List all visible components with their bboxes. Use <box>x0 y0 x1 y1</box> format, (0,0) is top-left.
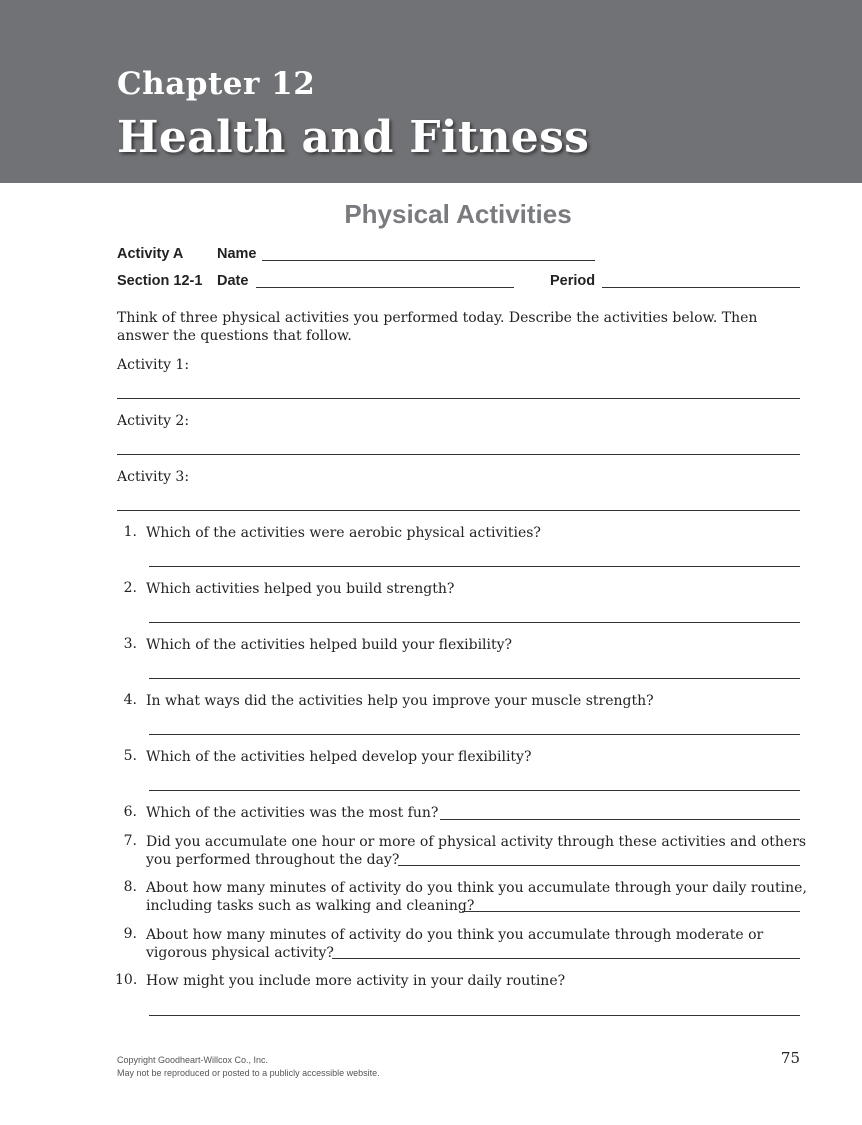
answer-line[interactable] <box>462 911 800 912</box>
question-text: In what ways did the activities help you improve your muscle strength? <box>146 693 654 709</box>
question-text: About how many minutes of activity do you think you accumulate through moderate or <box>146 927 764 943</box>
question-text: How might you include more activity in your daily routine? <box>146 973 566 989</box>
chapter-number: Chapter 12 <box>117 66 316 102</box>
question-text: Which of the activities helped build your flexibility? <box>146 637 513 653</box>
instructions: Think of three physical activities you performed today. Describe the activities below. Then answer the questions that follow. <box>117 310 758 344</box>
question-number: 3. <box>123 636 137 652</box>
page-number: 75 <box>780 1049 800 1067</box>
copyright-notice: Copyright Goodheart-Willcox Co., Inc. <box>117 1055 269 1065</box>
answer-line[interactable] <box>149 566 800 567</box>
question-text: Did you accumulate one hour or more of physical activity through these activities and others <box>146 834 807 850</box>
answer-line[interactable] <box>149 734 800 735</box>
date-field[interactable] <box>256 287 514 288</box>
period-label: Period <box>550 273 596 289</box>
question-text-continued: including tasks such as walking and cleaning? <box>146 898 475 914</box>
question-number: 8. <box>123 879 137 895</box>
question-text-continued: vigorous physical activity? <box>146 945 334 961</box>
activity-3-answer-line[interactable] <box>117 510 800 511</box>
question-number: 1. <box>123 524 137 540</box>
activity-2-label: Activity 2: <box>117 413 190 429</box>
question-text-continued: you performed throughout the day? <box>146 852 400 868</box>
activity-label: Activity A <box>117 246 184 262</box>
question-text: Which of the activities helped develop your flexibility? <box>146 749 532 765</box>
answer-line[interactable] <box>149 622 800 623</box>
name-label: Name <box>217 246 257 262</box>
worksheet-title: Physical Activities <box>344 199 572 229</box>
activity-3-label: Activity 3: <box>117 469 190 485</box>
question-text: Which of the activities was the most fun? <box>146 805 439 821</box>
name-field[interactable] <box>262 260 595 261</box>
answer-line[interactable] <box>149 678 800 679</box>
activity-1-answer-line[interactable] <box>117 398 800 399</box>
period-field[interactable] <box>602 287 800 288</box>
question-number: 5. <box>123 748 137 764</box>
section-label: Section 12-1 <box>117 273 203 289</box>
answer-line[interactable] <box>149 1015 800 1016</box>
date-label: Date <box>217 273 249 289</box>
question-number: 6. <box>123 804 137 820</box>
chapter-title: Health and Fitness <box>117 112 590 163</box>
answer-line[interactable] <box>332 958 800 959</box>
question-text: Which of the activities were aerobic physical activities? <box>146 525 541 541</box>
question-number: 9. <box>123 926 137 942</box>
reproduction-notice: May not be reproduced or posted to a publicly accessible website. <box>117 1068 380 1078</box>
question-text: Which activities helped you build strength? <box>146 581 455 597</box>
activity-2-answer-line[interactable] <box>117 454 800 455</box>
question-number: 10. <box>115 972 138 988</box>
answer-line[interactable] <box>398 865 800 866</box>
question-number: 4. <box>123 692 137 708</box>
answer-line[interactable] <box>149 790 800 791</box>
answer-line[interactable] <box>440 819 800 820</box>
question-number: 7. <box>123 833 137 849</box>
question-number: 2. <box>123 580 137 596</box>
activity-1-label: Activity 1: <box>117 357 190 373</box>
chapter-header-band <box>0 0 862 183</box>
question-text: About how many minutes of activity do you think you accumulate through your daily routine, <box>146 880 807 896</box>
